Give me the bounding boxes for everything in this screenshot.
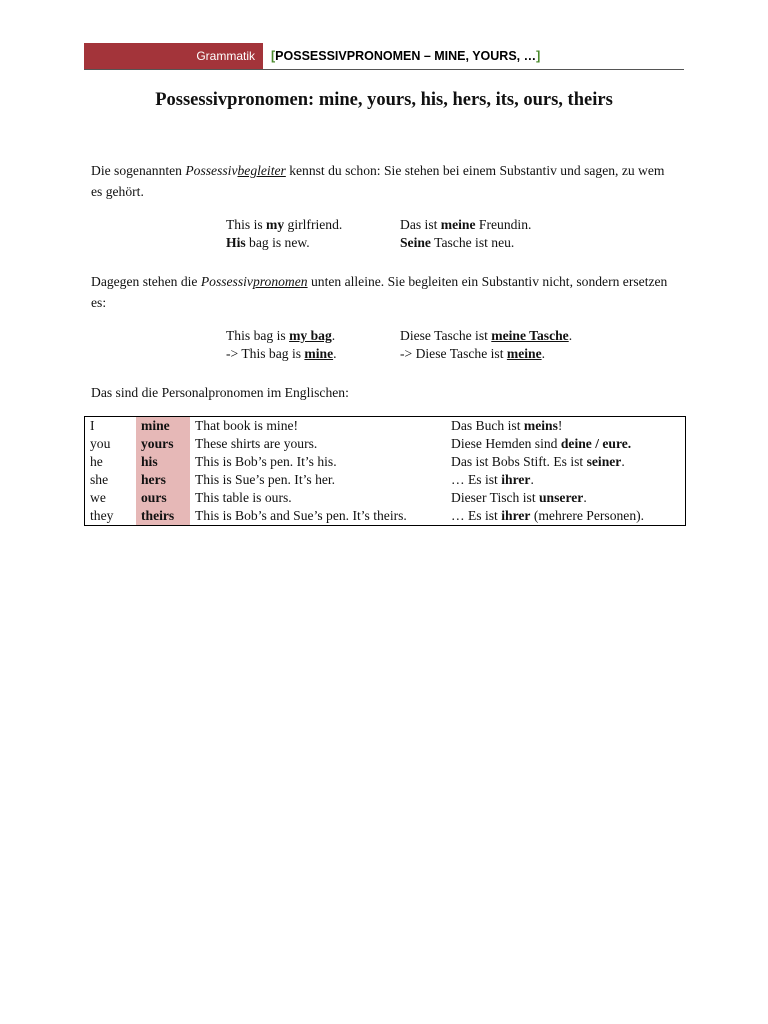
personal-pronoun-cell: we	[90, 490, 106, 505]
de-text: Das Buch ist	[451, 418, 524, 433]
ex-text: Freundin.	[475, 217, 532, 232]
table-row	[85, 507, 686, 526]
possessive-pronoun-cell: yours	[136, 435, 190, 453]
de-text: .	[530, 472, 534, 487]
de-bold: ihrer	[501, 472, 531, 487]
de-text: Dieser Tisch ist	[451, 490, 539, 505]
example1-en-line1	[226, 216, 342, 234]
possessive-pronoun-cell: his	[136, 453, 190, 471]
intro-post: kennst du schon: Sie stehen bei einem Substantiv und sagen, zu wem es gehört.	[91, 163, 665, 199]
ex-text: .	[541, 346, 546, 361]
possessive-pronoun-cell: ours	[136, 489, 190, 507]
possessive-pronoun-cell: mine	[136, 417, 190, 436]
para2-term-a: Possessiv	[200, 274, 253, 289]
para2-term-b: pronomen	[252, 274, 308, 289]
example2-en-line1	[226, 327, 335, 345]
example-en-cell: This is Bob’s pen. It’s his.	[195, 454, 337, 469]
ex-bold: my	[266, 217, 285, 232]
example-de-cell	[446, 489, 686, 507]
page-title: Possessivpronomen: mine, yours, his, hers, its, ours, theirs	[155, 90, 613, 110]
ex-text: Diese Tasche ist	[400, 328, 492, 343]
personal-pronoun-cell: you	[90, 436, 111, 451]
header-rule	[84, 69, 684, 70]
de-text: (mehrere Personen).	[530, 508, 645, 523]
de-text: Diese Hemden sind	[451, 436, 561, 451]
ex-bold: His	[226, 235, 246, 250]
example-de-cell	[446, 435, 686, 453]
de-bold: meins	[523, 418, 558, 433]
example-de-cell	[446, 507, 686, 526]
possessive-pronoun-cell: theirs	[136, 507, 190, 526]
possessive-pronoun-cell: hers	[136, 471, 190, 489]
ex-text: .	[568, 328, 573, 343]
ex-bold: meine	[506, 346, 542, 361]
intro-paragraph	[91, 160, 671, 202]
personal-pronoun-cell: he	[90, 454, 103, 469]
second-paragraph	[91, 271, 671, 313]
page-header	[84, 43, 684, 70]
section-tag: Grammatik	[84, 43, 263, 70]
example-en-cell: This is Bob’s and Sue’s pen. It’s theirs.	[195, 508, 407, 523]
example-de-cell	[446, 453, 686, 471]
personal-pronoun-cell: I	[90, 418, 95, 433]
de-bold: deine / eure.	[560, 436, 632, 451]
example-de-cell	[446, 471, 686, 489]
ex-text: -> This bag is	[226, 346, 305, 361]
de-text: … Es ist	[451, 508, 502, 523]
ex-text: This is	[226, 217, 267, 232]
example2-de-line1	[400, 327, 572, 345]
de-text: .	[583, 490, 587, 505]
table-row	[85, 471, 686, 489]
ex-bold: Seine	[400, 235, 431, 250]
para2-pre: Dagegen stehen die	[91, 274, 201, 289]
ex-text: Tasche ist neu.	[430, 235, 515, 250]
personal-pronoun-cell: they	[90, 508, 114, 523]
de-bold: ihrer	[501, 508, 531, 523]
table-row	[85, 417, 686, 436]
third-paragraph: Das sind die Personalpronomen im Englischen:	[91, 385, 349, 400]
para2-term	[201, 274, 308, 289]
intro-pre: Die sogenannten	[91, 163, 186, 178]
ex-text: girlfriend.	[284, 217, 343, 232]
de-text: … Es ist	[451, 472, 502, 487]
de-bold: seiner	[586, 454, 622, 469]
bracket-open: [	[271, 49, 276, 63]
example2-en-line2	[226, 345, 337, 363]
ex-text: -> Diese Tasche ist	[400, 346, 507, 361]
personal-pronoun-cell: she	[90, 472, 109, 487]
intro-term	[185, 163, 285, 178]
example-en-cell: This is Sue’s pen. It’s her.	[195, 472, 336, 487]
ex-text: .	[331, 328, 336, 343]
example-de-cell	[446, 417, 686, 436]
de-text: Das ist Bobs Stift. Es ist	[451, 454, 587, 469]
example-en-cell: This table is ours.	[195, 490, 292, 505]
example1-de-line2	[400, 234, 514, 252]
table-row	[85, 435, 686, 453]
example1-de-line1	[400, 216, 531, 234]
ex-text: .	[333, 346, 337, 361]
example-en-cell: That book is mine!	[195, 418, 299, 433]
ex-bold: meine	[440, 217, 476, 232]
intro-term-a: Possessiv	[185, 163, 238, 178]
table-row	[85, 453, 686, 471]
ex-bold: mine	[304, 346, 334, 361]
ex-text: This bag is	[226, 328, 290, 343]
table-row	[85, 489, 686, 507]
example-en-cell: These shirts are yours.	[195, 436, 318, 451]
example1-en-line2	[226, 234, 310, 252]
pronoun-table	[84, 416, 686, 526]
example2-de-line2	[400, 345, 545, 363]
ex-bold: meine Tasche	[491, 328, 569, 343]
ex-text: Das ist	[400, 217, 441, 232]
de-bold: unserer	[539, 490, 584, 505]
intro-term-b: begleiter	[237, 163, 286, 178]
ex-bold: my bag	[289, 328, 332, 343]
header-title	[271, 43, 540, 70]
header-title-text: POSSESSIVPRONOMEN – MINE, YOURS, …	[275, 49, 537, 63]
de-text: !	[557, 418, 563, 433]
ex-text: bag is new.	[245, 235, 310, 250]
de-text: .	[621, 454, 625, 469]
bracket-close: ]	[536, 49, 541, 63]
para2-post: unten alleine. Sie begleiten ein Substantiv nicht, sondern ersetzen es:	[91, 274, 668, 310]
